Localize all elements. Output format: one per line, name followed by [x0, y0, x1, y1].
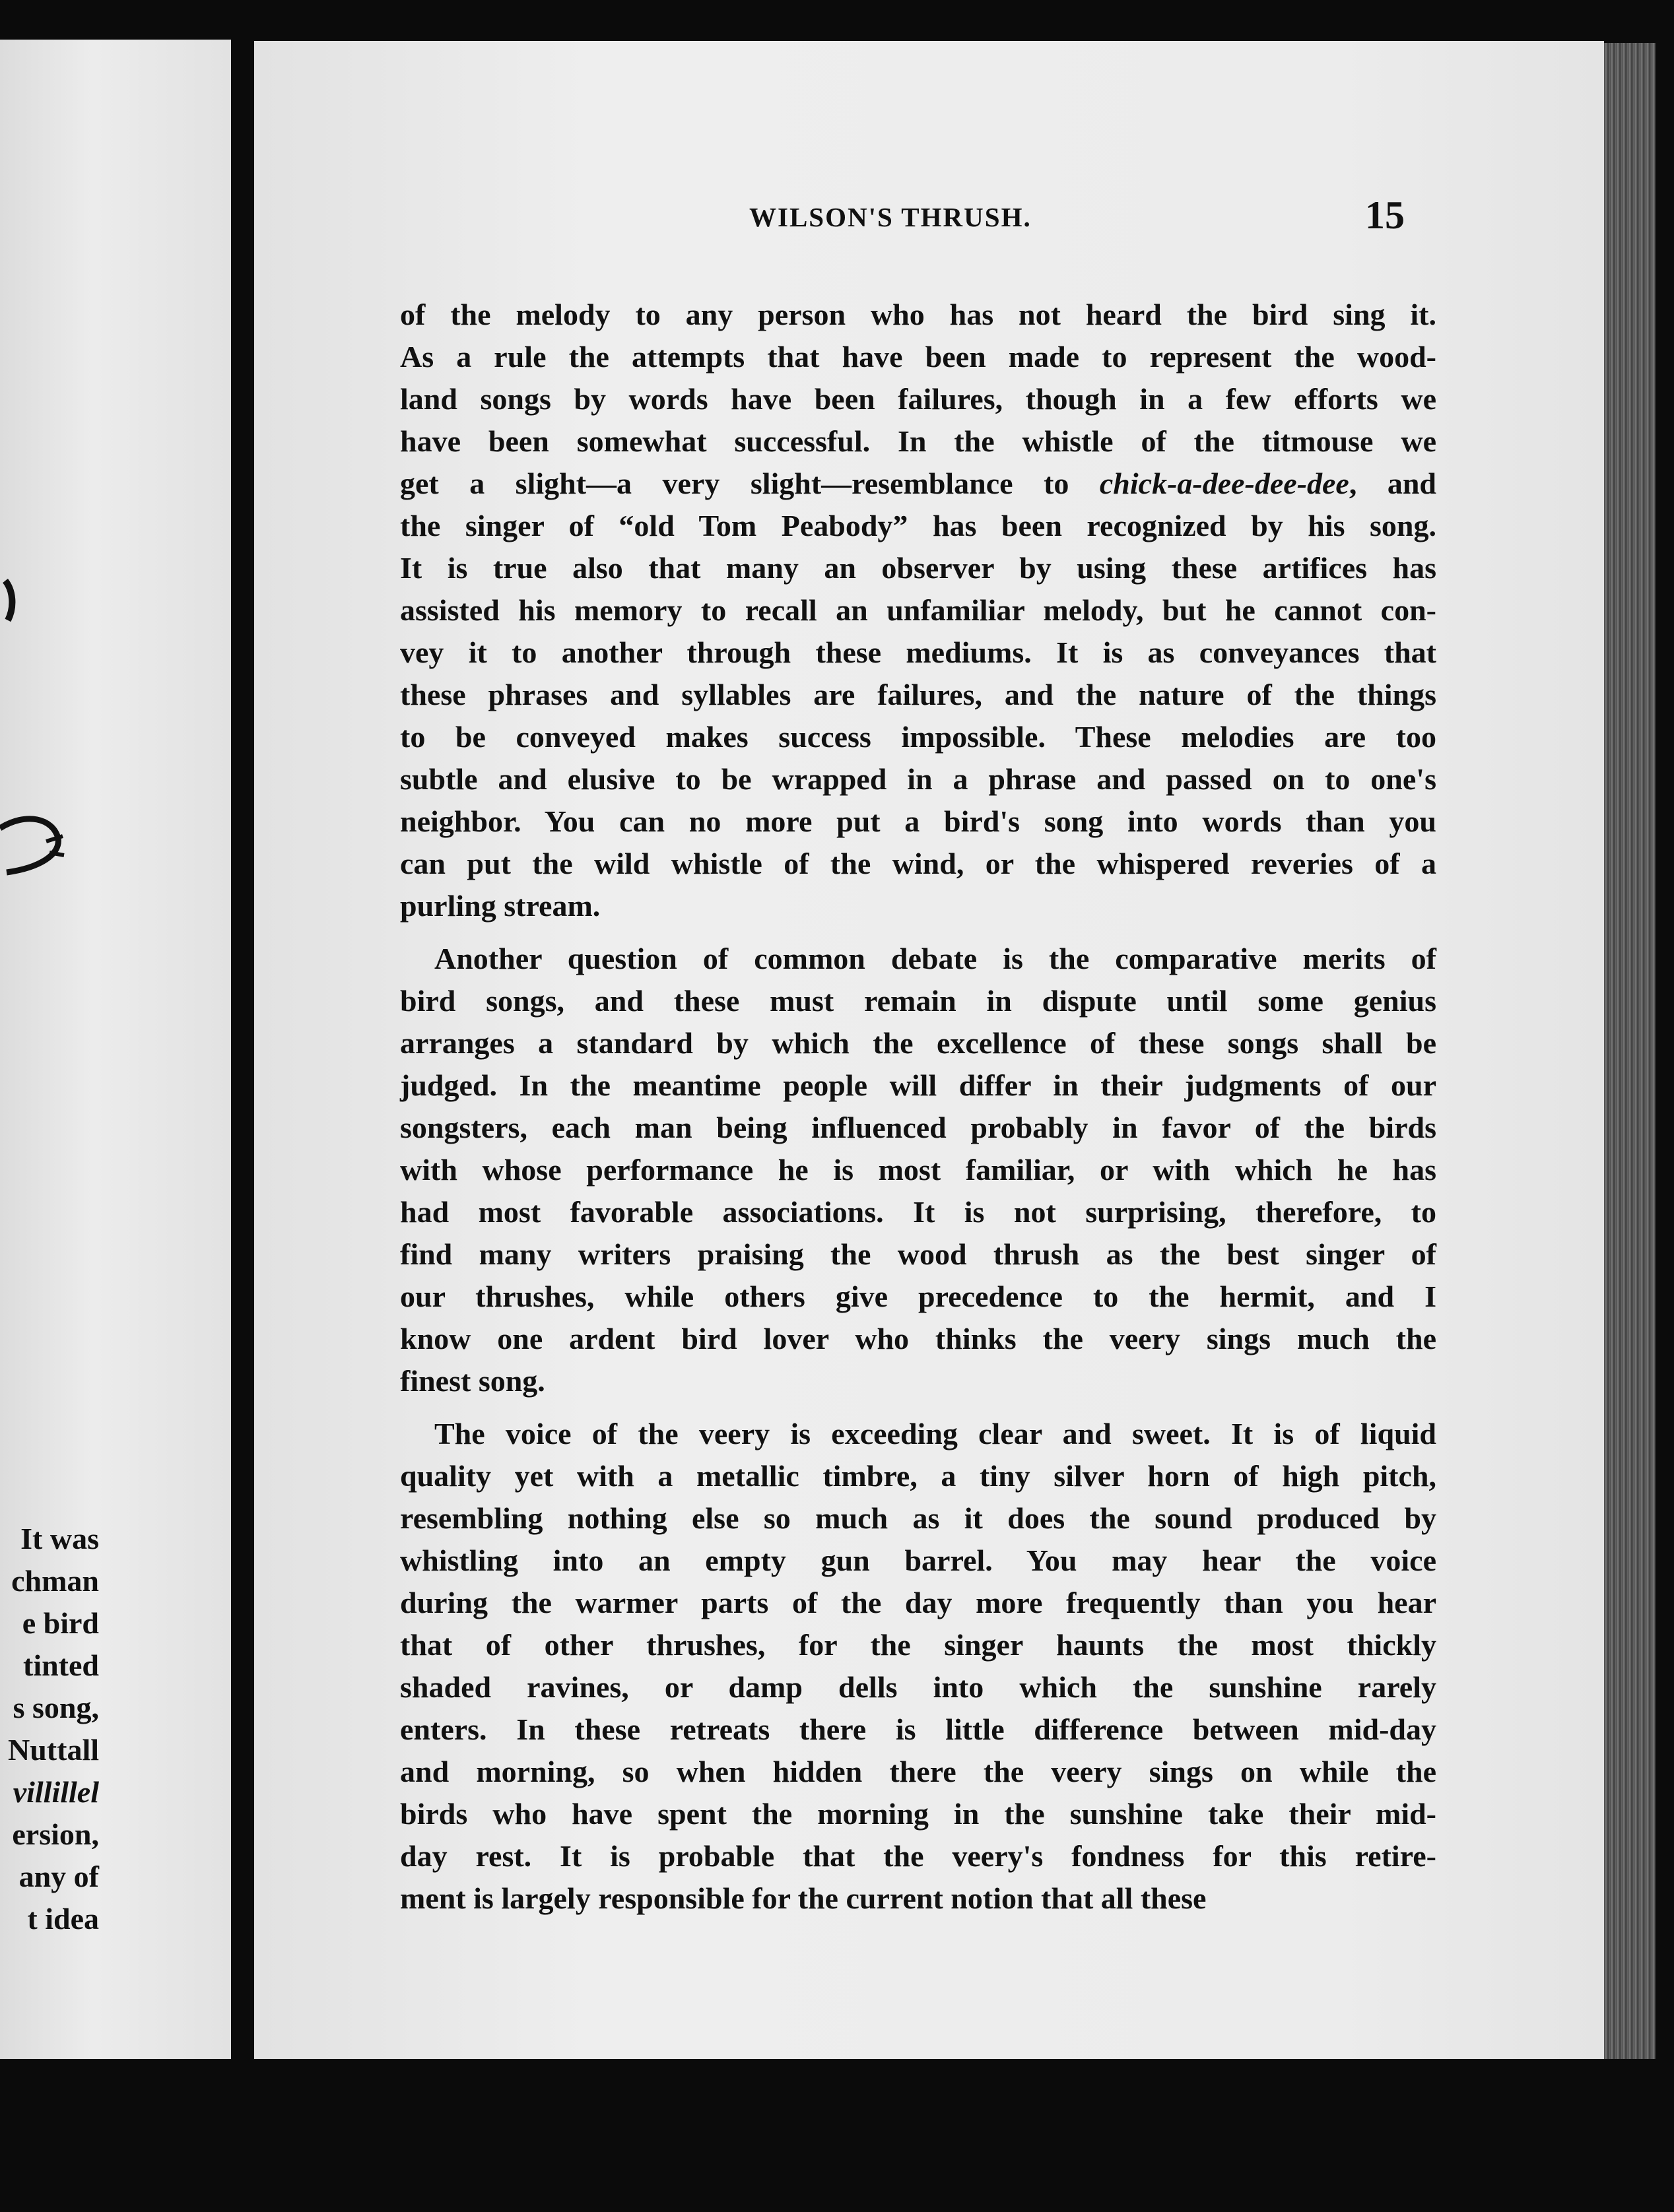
- fragment-line: chman: [11, 1564, 99, 1598]
- facing-page-left: [0, 40, 231, 2059]
- facing-page-illustration-fragment: [0, 40, 231, 963]
- text-line: vey it to another through these mediums. It is as conveyances that: [400, 635, 1436, 669]
- text-line: The voice of the veery is exceeding clear and sweet. It is of liquid: [434, 1417, 1436, 1450]
- paragraph: [400, 1413, 1436, 1920]
- scan-background-bottom: [0, 2059, 1674, 2212]
- fragment-line: Nuttall: [8, 1733, 99, 1767]
- text-line: had most favorable associations. It is not surprising, therefore, to: [400, 1195, 1436, 1229]
- text-line: ment is largely responsible for the current notion that all these: [400, 1881, 1207, 1915]
- text-line: resembling nothing else so much as it does the sound produced by: [400, 1501, 1436, 1535]
- book-gutter: [231, 46, 257, 2046]
- text-line: can put the wild whistle of the wind, or the whispered reveries of a: [400, 847, 1436, 880]
- fragment-line: It was: [20, 1522, 99, 1555]
- text-line: assisted his memory to recall an unfamiliar melody, but he cannot con-: [400, 593, 1436, 627]
- fragment-line: any of: [18, 1860, 99, 1893]
- text-line: to be conveyed makes success impossible. These melodies are too: [400, 720, 1436, 754]
- text-line: subtle and elusive to be wrapped in a phrase and passed on to one's: [400, 762, 1436, 796]
- text-line: songsters, each man being influenced probably in favor of the birds: [400, 1111, 1436, 1144]
- text-line: birds who have spent the morning in the sunshine take their mid-: [400, 1797, 1436, 1831]
- text-line: neighbor. You can no more put a bird's song into words than you: [400, 804, 1436, 838]
- text-line: finest song.: [400, 1364, 545, 1398]
- text-line: shaded ravines, or damp dells into which the sunshine rarely: [400, 1670, 1436, 1704]
- paragraph: [400, 938, 1436, 1402]
- fragment-line: e bird: [22, 1606, 99, 1640]
- text-line: quality yet with a metallic timbre, a tiny silver horn of high pitch,: [400, 1459, 1436, 1493]
- text-line: As a rule the attempts that have been made to represent the wood-: [400, 340, 1436, 374]
- text-line: these phrases and syllables are failures, and the nature of the things: [400, 678, 1436, 711]
- fragment-line: villillel: [13, 1775, 99, 1809]
- text-line: have been somewhat successful. In the whistle of the titmouse we: [400, 424, 1436, 458]
- text-line: during the warmer parts of the day more frequently than you hear: [400, 1586, 1436, 1619]
- text-line: find many writers praising the wood thrush as the best singer of: [400, 1237, 1436, 1271]
- text-line: know one ardent bird lover who thinks the veery sings much the: [400, 1322, 1436, 1355]
- text-line: It is true also that many an observer by using these artifices has: [400, 551, 1436, 585]
- page-block-edge: [1604, 43, 1656, 2062]
- fragment-line: s song,: [13, 1691, 99, 1724]
- facing-page-text-fragments: [8, 1518, 99, 1940]
- text-line: of the melody to any person who has not heard the bird sing it.: [400, 298, 1436, 331]
- bird-call-phrase: chick-a-dee-dee-dee: [1099, 467, 1349, 500]
- text-line: arranges a standard by which the excellence of these songs shall be: [400, 1026, 1436, 1060]
- text-line: bird songs, and these must remain in dispute until some genius: [400, 984, 1436, 1018]
- fragment-line: t idea: [27, 1902, 99, 1936]
- text-line: with whose performance he is most familiar, or with which he has: [400, 1153, 1436, 1187]
- fragment-line: ersion,: [12, 1817, 99, 1851]
- running-head: WILSON'S THRUSH.: [749, 202, 1032, 232]
- body-text: [400, 294, 1436, 1920]
- page-number: 15: [1365, 193, 1405, 237]
- text-line: that of other thrushes, for the singer haunts the most thickly: [400, 1628, 1436, 1662]
- paragraph: [400, 294, 1436, 927]
- text-line: purling stream.: [400, 889, 601, 923]
- text-line: land songs by words have been failures, though in a few efforts we: [400, 382, 1436, 416]
- text-line: our thrushes, while others give precedence to the hermit, and I: [400, 1280, 1436, 1313]
- text-line: the singer of “old Tom Peabody” has been recognized by his song.: [400, 509, 1436, 542]
- text-line: Another question of common debate is the comparative merits of: [434, 942, 1436, 975]
- fragment-line: tinted: [23, 1648, 99, 1682]
- text-line: whistling into an empty gun barrel. You may hear the voice: [400, 1544, 1436, 1577]
- text-line: and morning, so when hidden there the veery sings on while the: [400, 1755, 1436, 1788]
- text-line: judged. In the meantime people will differ in their judgments of our: [400, 1068, 1436, 1102]
- text-line: day rest. It is probable that the veery's fondness for this retire-: [400, 1839, 1436, 1873]
- text-line: enters. In these retreats there is little difference between mid-day: [400, 1712, 1436, 1746]
- text-line: get a slight—a very slight—resemblance to chick-a-dee-dee-dee, and: [400, 467, 1436, 500]
